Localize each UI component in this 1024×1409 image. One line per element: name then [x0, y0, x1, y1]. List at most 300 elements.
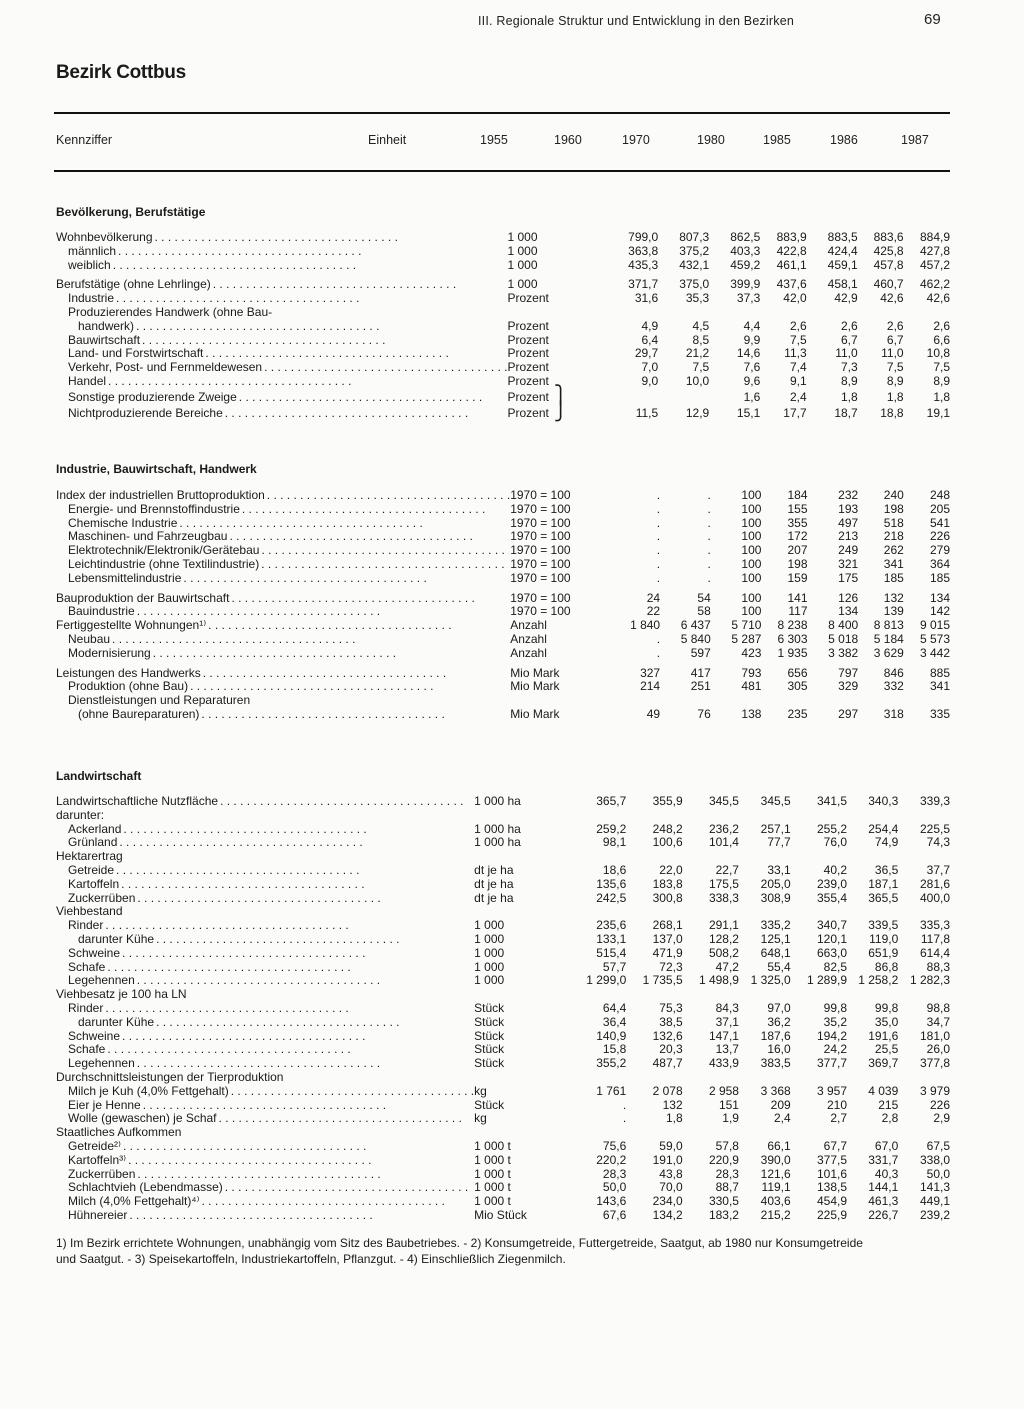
cell-value: 22,0 [659, 862, 683, 877]
row-label-text: (ohne Baureparaturen) [78, 707, 200, 721]
leader-dots: . . . . . . . . . . . . . . . . . . . . . . . . . . . . . . . . . . . . . [266, 489, 511, 502]
page-title: Bezirk Cottbus [56, 62, 186, 83]
cell-value: 191,6 [868, 1028, 899, 1043]
cell-value: 17,7 [783, 405, 807, 420]
footnote-line: 1) Im Bezirk errichtete Wohnungen, unabhängig vom Sitz des Baubetriebes. - 2) Konsumgetreide, Futtergetreide, Saatgut, ab 1980 nur Konsumgetreide [56, 1236, 863, 1250]
leader-dots: . . . . . . . . . . . . . . . . . . . . . . . . . . . . . . . . . . . . . [202, 666, 447, 680]
cell-value: 11,5 [635, 405, 659, 420]
cell-value: 100 [741, 529, 762, 544]
table-row [56, 320, 950, 334]
cell-value: . [656, 543, 661, 558]
cell-value: 400,0 [919, 890, 950, 905]
cell-value: 663,0 [817, 945, 848, 960]
cell-value [847, 1071, 898, 1085]
cell-value: 187,1 [868, 876, 899, 891]
row-label-text: Sonstige produzierende Zweige [68, 389, 237, 404]
row-label-text: Verkehr, Post- und Fernmeldewesen [68, 361, 263, 375]
leader-dots: . . . . . . . . . . . . . . . . . . . . . . . . . . . . . . . . . . . . . [152, 646, 397, 660]
cell-value: . [707, 488, 711, 502]
cell-value: 235 [787, 706, 808, 721]
cell-value: 64,4 [602, 1000, 627, 1015]
cell-value: 226 [929, 1097, 950, 1112]
row-unit-text: Stück [474, 1028, 505, 1043]
row-unit [474, 961, 559, 975]
row-label [56, 1043, 474, 1057]
cell-value: 375,2 [679, 243, 710, 258]
row-label [56, 694, 510, 708]
cell-value [761, 694, 807, 708]
leader-dots: . . . . . . . . . . . . . . . . . . . . . . . . . . . . . . . . . . . . . [119, 836, 363, 850]
row-unit-text: Prozent [507, 291, 549, 306]
cell-value: 2,6 [841, 318, 858, 333]
cell-value: 119,1 [761, 1180, 791, 1195]
cell-value [847, 905, 898, 919]
cell-value: 8,9 [841, 373, 858, 388]
cell-value: 885 [929, 665, 950, 680]
leader-dots: . . . . . . . . . . . . . . . . . . . . . . . . . . . . . . . . . . . . . [218, 1112, 462, 1126]
row-unit [474, 905, 559, 919]
column-header-year: 1980 [697, 133, 725, 147]
cell-value [683, 988, 739, 1002]
cell-value: 100 [741, 604, 762, 619]
cell-value: 249 [838, 543, 859, 558]
cell-value: 462,2 [919, 277, 950, 292]
cell-value: 70,0 [659, 1180, 683, 1195]
cell-value: 66,1 [767, 1138, 791, 1153]
cell-value: 132 [883, 590, 904, 605]
cell-value: 799,0 [628, 230, 659, 244]
column-header-year: 1985 [763, 133, 791, 147]
cell-value [626, 988, 682, 1002]
row-label [56, 974, 474, 988]
cell-value: 193 [838, 501, 859, 516]
cell-value: 355,2 [596, 1056, 627, 1071]
column-header-kennziffer: Kennziffer [56, 133, 113, 147]
table-row [56, 1209, 950, 1223]
cell-value [683, 809, 739, 823]
row-label [56, 633, 510, 647]
row-label [56, 503, 510, 517]
row-label-text: Staatliches Aufkommen [56, 1126, 182, 1140]
row-unit [510, 647, 599, 661]
row-unit [474, 1002, 559, 1016]
cell-value: 42,6 [926, 291, 950, 306]
cell-value: 341,5 [817, 794, 848, 808]
cell-value: 117 [788, 604, 808, 619]
cell-value: 198 [787, 556, 808, 571]
row-unit [474, 795, 559, 809]
cell-value [596, 306, 658, 320]
leader-dots: . . . . . . . . . . . . . . . . . . . . . . . . . . . . . . . . . . . . . [201, 1195, 445, 1209]
cell-value: 268,1 [652, 918, 683, 933]
row-label-text: Getreide²⁾ [68, 1139, 121, 1153]
column-header-year: 1960 [554, 133, 582, 147]
cell-value: 6,4 [641, 332, 659, 347]
leader-dots: . . . . . . . . . . . . . . . . . . . . . . . . . . . . . . . . . . . . . [208, 619, 452, 633]
row-label [56, 988, 474, 1002]
cell-value: . [707, 556, 711, 571]
cell-value [904, 306, 950, 320]
row-label [56, 489, 510, 503]
cell-value: 240 [883, 488, 904, 502]
row-label-text: Neubau [68, 632, 111, 646]
cell-value: 185 [883, 570, 904, 585]
row-label-text: Bauproduktion der Bauwirtschaft [56, 591, 230, 605]
row-unit-text: 1970 = 100 [510, 570, 571, 585]
cell-value: 50,0 [602, 1180, 627, 1195]
leader-dots: . . . . . . . . . . . . . . . . . . . . . . . . . . . . . . . . . . . . . [116, 292, 360, 306]
cell-value: 155 [787, 501, 808, 516]
row-label [56, 1195, 474, 1209]
leader-dots: . . . . . . . . . . . . . . . . . . . . . . . . . . . . . . . . . . . . . [261, 544, 505, 558]
cell-value: 365,5 [868, 890, 899, 905]
table-row [56, 1043, 950, 1057]
cell-value: 2 958 [708, 1083, 739, 1098]
cell-value: 1,9 [722, 1111, 739, 1126]
cell-value: 9,6 [743, 373, 761, 388]
table-row [56, 278, 950, 292]
cell-value: 291,1 [708, 918, 739, 933]
cell-value: 183,2 [708, 1207, 739, 1222]
footnote-line: und Saatgut. - 3) Speisekartoffeln, Industriekartoffeln, Pflanzgut. - 4) Einschließlich Ziegenmilch. [56, 1252, 566, 1266]
row-label [56, 558, 510, 572]
leader-dots: . . . . . . . . . . . . . . . . . . . . . . . . . . . . . . . . . . . . . [122, 946, 366, 960]
row-unit-text: 1 000 ha [474, 835, 521, 850]
row-unit [474, 1209, 559, 1223]
cell-value [739, 905, 791, 919]
table-row [56, 245, 950, 259]
table-row [56, 231, 950, 245]
leader-dots: . . . . . . . . . . . . . . . . . . . . . . . . . . . . . . . . . . . . . [238, 389, 483, 404]
table-row [56, 795, 950, 809]
cell-value: 262 [883, 543, 904, 558]
cell-value: 141,3 [919, 1180, 950, 1195]
cell-value: 2,7 [830, 1111, 848, 1126]
row-label [56, 892, 474, 906]
cell-value [626, 1126, 682, 1140]
cell-value: 119,0 [869, 931, 899, 946]
cell-value: 76,0 [823, 835, 848, 850]
table-row [56, 1181, 950, 1195]
cell-value: 255,2 [817, 821, 848, 836]
row-unit [474, 1112, 559, 1126]
cell-value: 1 840 [630, 618, 661, 633]
cell-value: 339,5 [868, 918, 899, 933]
leader-dots: . . . . . . . . . . . . . . . . . . . . . . . . . . . . . . . . . . . . . [136, 974, 381, 988]
cell-value: 194,2 [817, 1028, 848, 1043]
row-unit [508, 278, 597, 292]
cell-value: 1,8 [841, 389, 858, 404]
cell-value [791, 809, 847, 823]
cell-value: 220,9 [708, 1152, 739, 1167]
cell-value: 459,2 [730, 257, 761, 272]
leader-dots: . . . . . . . . . . . . . . . . . . . . . . . . . . . . . . . . . . . . . [108, 374, 352, 388]
row-unit-text: Anzahl [510, 645, 547, 660]
leader-dots: . . . . . . . . . . . . . . . . . . . . . . . . . . . . . . . . . . . . . [137, 1167, 381, 1181]
leader-dots: . . . . . . . . . . . . . . . . . . . . . . . . . . . . . . . . . . . . . [121, 877, 365, 891]
cell-value: 437,6 [776, 277, 807, 292]
row-unit-text: dt je ha [474, 890, 514, 905]
table-row [56, 878, 950, 892]
row-label [56, 405, 508, 421]
cell-value: 1,6 [743, 389, 761, 404]
cell-value: 300,8 [652, 890, 683, 905]
row-unit [474, 1099, 559, 1113]
row-label [56, 1181, 474, 1195]
row-unit-text: 1970 = 100 [510, 543, 571, 558]
cell-value: 100 [741, 556, 762, 571]
row-unit-text: Prozent [507, 405, 549, 420]
cell-value: 254,4 [868, 821, 899, 836]
cell-value: 34,7 [926, 1014, 950, 1029]
cell-value: 11,0 [881, 346, 904, 361]
row-unit [508, 231, 597, 245]
row-label-text: Viehbesatz je 100 ha LN [56, 988, 187, 1002]
cell-value [739, 1126, 791, 1140]
cell-value: 18,8 [880, 405, 904, 420]
cell-value: 19,1 [926, 405, 950, 420]
row-unit-text: 1970 = 100 [510, 556, 571, 571]
cell-value: 134 [838, 604, 859, 619]
cell-value [847, 1126, 898, 1140]
row-unit-text: 1 000 [474, 945, 505, 960]
cell-value: 225,9 [817, 1207, 848, 1222]
cell-value [898, 1126, 950, 1140]
cell-value [791, 988, 847, 1002]
row-unit [508, 320, 597, 334]
cell-value: 16,0 [767, 1042, 791, 1057]
cell-value: 257,1 [760, 821, 791, 836]
cell-value: 377,5 [817, 1152, 848, 1167]
cell-value: 59,0 [659, 1138, 683, 1153]
cell-value: 74,9 [874, 835, 899, 850]
row-label [56, 544, 510, 558]
cell-value [847, 850, 898, 864]
cell-value: 3 368 [760, 1083, 791, 1098]
cell-value: 332 [883, 679, 904, 694]
brace-mark: ⎫ [548, 384, 568, 405]
cell-value [709, 306, 760, 320]
cell-value: 1 289,9 [806, 973, 848, 988]
table-row [56, 347, 950, 361]
row-label [56, 1140, 474, 1154]
row-unit-text: kg [474, 1111, 487, 1126]
row-label [56, 680, 510, 694]
table-row [56, 259, 950, 273]
row-unit [474, 1140, 559, 1154]
cell-value: 1 735,5 [642, 973, 683, 988]
cell-value: 35,3 [685, 291, 710, 306]
row-unit [474, 947, 559, 961]
leader-dots: . . . . . . . . . . . . . . . . . . . . . . . . . . . . . . . . . . . . . [179, 516, 423, 530]
cell-value: 100 [741, 488, 762, 502]
leader-dots: . . . . . . . . . . . . . . . . . . . . . . . . . . . . . . . . . . . . . [118, 244, 362, 258]
row-label [56, 320, 508, 334]
row-unit-text: 1 000 [507, 257, 538, 272]
row-label [56, 1057, 474, 1071]
cell-value: 471,9 [652, 945, 683, 960]
cell-value: 8 400 [828, 618, 859, 633]
cell-value: 12,9 [685, 405, 710, 420]
row-label-text: Ackerland [68, 822, 122, 836]
row-unit-text: 1 000 t [474, 1194, 511, 1209]
row-unit [510, 619, 599, 633]
cell-value: 49 [646, 706, 661, 721]
row-label-text: Leichtindustrie (ohne Textilindustrie) [68, 557, 260, 571]
table-row [56, 836, 950, 850]
cell-value: . [656, 645, 661, 660]
leader-dots: . . . . . . . . . . . . . . . . . . . . . . . . . . . . . . . . . . . . . [220, 795, 464, 808]
row-label-text: Lebensmittelindustrie [68, 571, 182, 585]
cell-value: 185 [929, 570, 950, 585]
table-row [56, 809, 950, 823]
row-label [56, 795, 474, 809]
cell-value: 460,7 [873, 277, 904, 292]
cell-value: 101,6 [817, 1166, 848, 1181]
cell-value: 7,5 [886, 360, 904, 375]
cell-value [626, 1071, 682, 1085]
cell-value: 135,6 [596, 876, 627, 891]
cell-value: 7,5 [692, 360, 710, 375]
row-label [56, 850, 474, 864]
cell-value: 355,9 [652, 794, 683, 808]
table-row [56, 503, 950, 517]
cell-value: 25,5 [874, 1042, 899, 1057]
row-label [56, 530, 510, 544]
cell-value: 8,5 [692, 332, 710, 347]
cell-value: . [622, 1111, 627, 1126]
cell-value: 239,2 [919, 1207, 950, 1222]
row-unit [510, 489, 599, 503]
row-label-text: Rinder [68, 1001, 104, 1015]
cell-value: 184 [787, 488, 808, 502]
cell-value [739, 850, 791, 864]
row-label-text: männlich [68, 244, 117, 258]
table-row [56, 1140, 950, 1154]
row-label [56, 878, 474, 892]
cell-value: 226 [929, 529, 950, 544]
cell-value: 159 [787, 570, 808, 585]
row-unit-text: 1970 = 100 [510, 501, 571, 516]
cell-value: 234,0 [652, 1194, 683, 1209]
cell-value: 648,1 [760, 945, 791, 960]
cell-value [626, 809, 682, 823]
row-unit [474, 1195, 559, 1209]
table-row [56, 292, 950, 306]
cell-value: 72,3 [659, 959, 683, 974]
cell-value: 318 [883, 706, 904, 721]
cell-value: 793 [741, 665, 762, 680]
row-label-text: Leistungen des Handwerks [56, 666, 201, 680]
cell-value: 377,8 [919, 1056, 950, 1071]
row-unit-text: 1 000 [507, 243, 538, 258]
row-unit-text: Prozent [507, 373, 549, 388]
row-label-text: Schlachtvieh (Lebendmasse) [68, 1181, 223, 1195]
cell-value: 175 [838, 570, 859, 585]
cell-value: 239,0 [817, 876, 848, 891]
cell-value [739, 1071, 791, 1085]
leader-dots: . . . . . . . . . . . . . . . . . . . . . . . . . . . . . . . . . . . . . [241, 502, 486, 516]
cell-value: 390,0 [760, 1152, 791, 1167]
row-label-text: Land- und Forstwirtschaft [68, 347, 204, 361]
cell-value: 846 [883, 665, 904, 680]
leader-dots: . . . . . . . . . . . . . . . . . . . . . . . . . . . . . . . . . . . . . [128, 1153, 372, 1167]
row-unit-text: 1 000 ha [474, 794, 521, 808]
row-unit [508, 361, 597, 375]
leader-dots: . . . . . . . . . . . . . . . . . . . . . . . . . . . . . . . . . . . . . [154, 231, 398, 244]
row-unit-text: 1970 = 100 [510, 488, 571, 502]
row-unit [507, 400, 597, 421]
cell-value: 57,7 [602, 959, 627, 974]
cell-value: 4,4 [743, 318, 761, 333]
row-unit-text: 1970 = 100 [510, 604, 571, 619]
cell-value: 656 [787, 665, 808, 680]
cell-value: 205,0 [760, 876, 791, 891]
cell-value: 5 840 [680, 631, 711, 646]
cell-value: 3 957 [817, 1083, 848, 1098]
cell-value: 432,1 [679, 257, 710, 272]
row-label [56, 619, 510, 633]
cell-value: 338,3 [708, 890, 739, 905]
row-unit-text: 1970 = 100 [510, 515, 571, 530]
row-label [56, 347, 508, 361]
cell-value: 214 [640, 679, 661, 694]
row-unit [474, 836, 559, 850]
row-label-text: Modernisierung [68, 646, 151, 660]
cell-value: 2 078 [652, 1083, 683, 1098]
cell-value: 4 039 [868, 1083, 899, 1098]
row-label-text: Wolle (gewaschen) je Schaf [68, 1112, 217, 1126]
row-unit-text: Stück [474, 1000, 505, 1015]
cell-value: 345,5 [708, 794, 739, 808]
row-unit [510, 708, 599, 722]
row-unit [474, 809, 559, 823]
leader-dots: . . . . . . . . . . . . . . . . . . . . . . . . . . . . . . . . . . . . . [105, 919, 349, 933]
row-label-text: Kartoffeln [68, 877, 120, 891]
cell-value: 191,0 [652, 1152, 683, 1167]
leader-dots: . . . . . . . . . . . . . . . . . . . . . . . . . . . . . . . . . . . . . [224, 405, 469, 420]
cell-value [683, 850, 739, 864]
table-row [56, 974, 950, 988]
cell-value [658, 306, 709, 320]
row-unit [474, 1030, 559, 1044]
cell-value: 435,3 [628, 257, 659, 272]
cell-value: 5 710 [731, 618, 762, 633]
row-label [56, 1126, 474, 1140]
section-title: Landwirtschaft [56, 769, 142, 783]
cell-value: 883,9 [776, 230, 807, 244]
row-unit [510, 544, 599, 558]
table-row [56, 680, 950, 694]
cell-value: . [622, 1097, 627, 1112]
cell-value: 458,1 [827, 277, 858, 292]
cell-value: 67,0 [874, 1138, 899, 1153]
cell-value: 82,5 [823, 959, 848, 974]
leader-dots: . . . . . . . . . . . . . . . . . . . . . . . . . . . . . . . . . . . . . [137, 891, 381, 905]
cell-value: 31,6 [634, 291, 659, 306]
row-unit-text: Prozent [507, 332, 549, 347]
cell-value [596, 389, 658, 405]
cell-value: . [707, 543, 711, 558]
cell-value: 132 [662, 1097, 683, 1112]
leader-dots: . . . . . . . . . . . . . . . . . . . . . . . . . . . . . . . . . . . . . [224, 1181, 469, 1195]
cell-value [898, 1071, 950, 1085]
row-label-text: Schweine [68, 1029, 121, 1043]
row-label-text: Bauindustrie [68, 605, 135, 619]
row-label-text: Index der industriellen Bruttoproduktion [56, 489, 265, 502]
table-row [56, 947, 950, 961]
cell-value: 8 813 [873, 618, 904, 633]
